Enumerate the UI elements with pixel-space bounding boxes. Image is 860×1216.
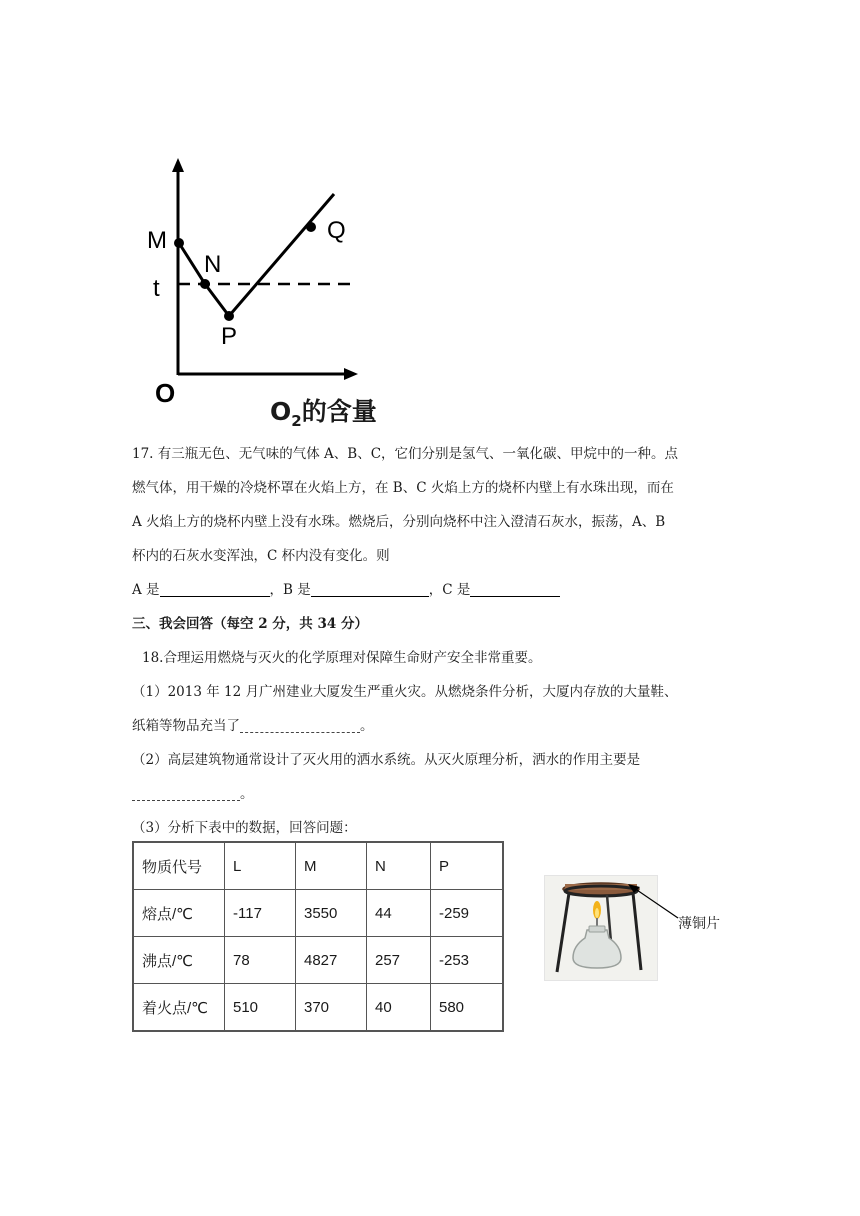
table-cell: -117 — [225, 890, 296, 937]
table-cell: 4827 — [296, 937, 367, 984]
q18-p1-line2 — [132, 714, 374, 734]
table-cell: 40 — [367, 984, 431, 1032]
label-pointer-arrow — [620, 884, 682, 920]
table-header-cell: 物质代号 — [133, 842, 225, 890]
x-axis-formula-subscript: 2 — [291, 412, 302, 430]
table-header-cell: P — [431, 842, 504, 890]
table-cell: -259 — [431, 890, 504, 937]
q18-p2-line2 — [132, 782, 254, 802]
copper-sheet-label: 薄铜片 — [678, 916, 720, 932]
table-row — [133, 984, 503, 1032]
point-q — [306, 222, 316, 232]
table-header-cell: N — [367, 842, 431, 890]
q17-line4: 杯内的石灰水变浑浊，C 杯内没有变化。则 — [132, 548, 390, 564]
table-cell: 沸点/℃ — [133, 937, 225, 984]
point-p — [224, 311, 234, 321]
y-axis-arrow — [172, 158, 184, 172]
table-header-cell: L — [225, 842, 296, 890]
q18-p2-suffix: 。 — [240, 786, 254, 802]
q17-a-blank[interactable] — [160, 582, 270, 597]
q17-c-label: ，C 是 — [428, 582, 471, 598]
label-n: N — [204, 251, 222, 278]
x-axis-title — [270, 392, 377, 430]
q17-answer-line — [132, 578, 560, 598]
q17-b-blank[interactable] — [311, 582, 429, 597]
label-p: P — [221, 323, 238, 350]
q18-p1-line1: （1）2013 年 12 月广州建业大厦发生严重火灾。从燃烧条件分析，大厦内存放的大量鞋、 — [132, 684, 678, 700]
label-t: t — [153, 275, 160, 302]
label-m: M — [147, 227, 167, 254]
table-cell: 44 — [367, 890, 431, 937]
table-cell: 78 — [225, 937, 296, 984]
q17-c-blank[interactable] — [470, 582, 560, 597]
properties-table — [132, 841, 504, 1032]
table-header-cell: M — [296, 842, 367, 890]
x-axis-arrow — [344, 368, 358, 380]
section3-title: 三、我会回答（每空 2 分，共 34 分） — [132, 616, 368, 632]
q18-p1-prefix: 纸箱等物品充当了 — [132, 718, 240, 734]
table-cell: 370 — [296, 984, 367, 1032]
table-cell: -253 — [431, 937, 504, 984]
table-cell: 580 — [431, 984, 504, 1032]
table-cell: 熔点/℃ — [133, 890, 225, 937]
q18-p3: （3）分析下表中的数据，回答问题： — [132, 820, 357, 836]
q18-p2-blank[interactable] — [132, 786, 240, 801]
q17-line3: A 火焰上方的烧杯内壁上没有水珠。燃烧后，分别向烧杯中注入澄清石灰水，振荡，A、B — [132, 514, 666, 530]
q17-line2: 燃气体，用干燥的冷烧杯罩在火焰上方，在 B、C 火焰上方的烧杯内壁上有水珠出现，而在 — [132, 480, 674, 496]
q18-p1-blank[interactable] — [240, 718, 360, 733]
table-row — [133, 937, 503, 984]
table-row — [133, 890, 503, 937]
x-axis-title-text: 的含量 — [301, 397, 377, 426]
q17-a-label: A 是 — [132, 582, 160, 598]
label-origin: O — [155, 378, 176, 408]
q18-p1-suffix: 。 — [360, 718, 374, 734]
point-n — [200, 279, 210, 289]
curve-line — [179, 194, 334, 316]
q17-b-label: ，B 是 — [269, 582, 311, 598]
q18-p2-line1: （2）高层建筑物通常设计了灭火用的洒水系统。从灭火原理分析，洒水的作用主要是 — [132, 752, 641, 768]
table-cell: 257 — [367, 937, 431, 984]
table-cell: 着火点/℃ — [133, 984, 225, 1032]
table-cell: 3550 — [296, 890, 367, 937]
table-cell: 510 — [225, 984, 296, 1032]
q18-intro: 18.合理运用燃烧与灭火的化学原理对保障生命财产安全非常重要。 — [142, 650, 542, 666]
table-header-row — [133, 842, 503, 890]
point-m — [174, 238, 184, 248]
oxygen-graph — [140, 150, 390, 430]
q17-line1: 17. 有三瓶无色、无气味的气体 A、B、C，它们分别是氢气、一氧化碳、甲烷中的一种。点 — [132, 446, 679, 462]
label-q: Q — [327, 217, 346, 244]
x-axis-formula-element: O — [270, 397, 292, 426]
